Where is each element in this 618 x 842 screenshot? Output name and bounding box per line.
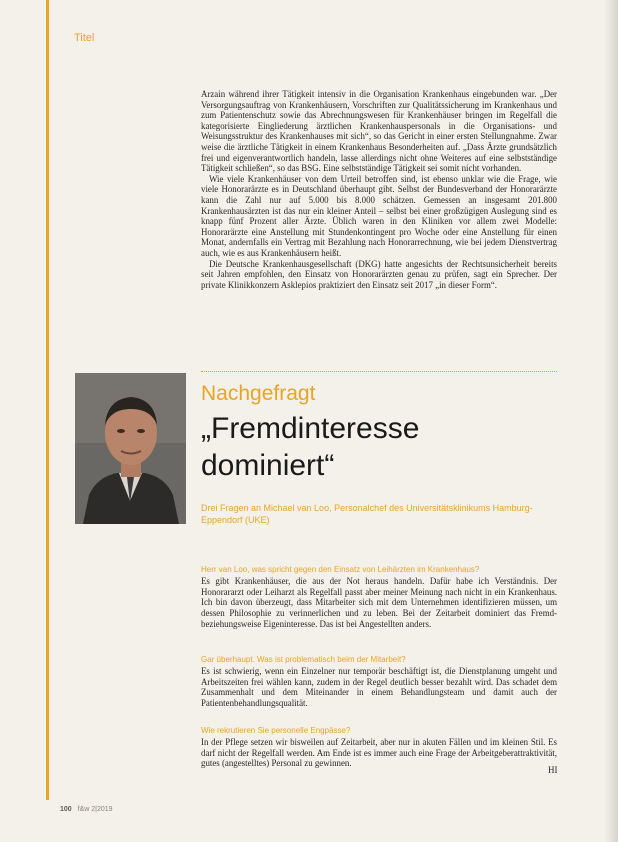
interview-question: Herr van Loo, was spricht gegen den Einsatz von Leihärzten im Krankenhaus? bbox=[201, 565, 480, 574]
page-edge-shadow bbox=[604, 0, 618, 842]
portrait-photo bbox=[75, 373, 186, 524]
interview-answer: Es ist schwierig, wenn ein Einzelner nur temporär beschäftigt ist, die Dienstplanung umgeht und Arbeitszeiten frei wählen kann, zudem in der Regel deutlich besser bezahlt wird. Das schadet dem Zusammenhalt und dem Miteinander in einem Behandlungsteam und damit auch der Patientenbehandlungsqualität. bbox=[201, 666, 557, 709]
qa-block bbox=[201, 726, 557, 769]
article-body bbox=[201, 89, 557, 290]
publication-name: f&w 2|2019 bbox=[77, 806, 113, 813]
body-paragraph: Arzain während ihrer Tätigkeit intensiv in die Organisation Krankenhaus eingebunden war. „Der Versorgungsauftrag von Krankenhäusern, Vorschriften zur Qualitätssicherung im Krankenhaus und zum Patientenschutz sowie das Abrechnungswesen für Krankenhäuser bringen im Regelfall die kategorisierte Eingliederung ärztlichen Krankenhauspersonals in die Organisations- und Weisungsstruktur des Krankenhauses mit sich“, so das Gericht in einer ersten Stellungnahme. Zwar weise die ärztliche Tätigkeit in einem Krankenhaus Besonderheiten auf. „Dass Ärzte grundsätzlich frei und eigenverantwortlich handeln, lasse allerdings nicht ohne Weiteres auf eine selbstständige Tätigkeit schließen“, so das BSG. Eine selbstständige Tätigkeit sei somit nicht vorhanden. bbox=[201, 89, 557, 174]
interview-headline: „Fremdinteresse dominiert“ bbox=[201, 412, 420, 482]
qa-block bbox=[201, 655, 557, 709]
section-divider bbox=[201, 371, 557, 372]
page-number: 100 bbox=[60, 806, 72, 813]
interview-answer: Es gibt Krankenhäuser, die aus der Not heraus handeln. Dafür habe ich Verständnis. Der Honorararzt oder Leiharzt als Regelfall passt aber meiner Meinung nach nicht in ein Krankenhaus. Ich bin davon überzeugt, dass Mitarbeiter sich mit dem Unternehmen identifizieren müssen, um dessen Philosophie zu verinnerlichen und zu leben. Bei der Zeitarbeit dominiert das Fremd- beziehungsweise Eigeninteresse. Das ist bei Angestellten anders. bbox=[201, 576, 557, 629]
body-paragraph: Wie viele Krankenhäuser von dem Urteil betroffen sind, ist ebenso unklar wie die Frage, wie viele Honorarärzte es in Deutschland überhaupt gibt. Selbst der Bundesverband der Honorarärzte kann die Zahl nur auf 5.000 bis 8.000 schätzen. Gemessen an insgesamt 201.800 Krankenhausärzten ist das nur ein kleiner Anteil – selbst bei einer großzügigen Auslegung sind es knapp fünf Prozent aller Ärzte. Üblich waren in den Kliniken vor allem zwei Modelle: Honorarärzte eine Anstellung mit Stundenkontingent pro Woche oder eine Anstellung für einen Monat, andernfalls ein Vertrag mit Bezahlung nach Honorarrechnung, wie bei jedem Dienstvertrag auch, wie es aus Krankenhäusern heißt. bbox=[201, 173, 557, 258]
interview-question: Gar überhaupt. Was ist problematisch beim der Mitarbeit? bbox=[201, 655, 406, 664]
qa-block bbox=[201, 565, 557, 630]
body-paragraph: Die Deutsche Krankenhausgesellschaft (DKG) hatte angesichts der Rechtsunsicherheit bereits seit Jahren empfohlen, den Einsatz von Honorarärzten genau zu prüfen, sagt ein Sprecher. Der private Klinikkonzern Asklepios praktiziert den Einsatz seit 2017 „in dieser Form“. bbox=[201, 258, 557, 290]
accent-rule bbox=[46, 0, 49, 800]
interview-answer: In der Pflege setzen wir bisweilen auf Zeitarbeit, aber nur in akuten Fällen und im kleinen Stil. Es darf nicht der Regelfall werden. Am Ende ist es immer auch eine Frage der Arbeitgeberattraktivität, gutes (angestelltes) Personal zu gewinnen. bbox=[201, 737, 557, 769]
interview-intro: Drei Fragen an Michael van Loo, Personalchef des Universitätsklinikums Hamburg-Eppendorf (UKE) bbox=[201, 503, 533, 525]
interview-question: Wie rekrutieren Sie personelle Engpässe? bbox=[201, 726, 351, 735]
portrait-illustration bbox=[75, 373, 186, 524]
end-mark: HI bbox=[548, 765, 558, 775]
section-label: Titel bbox=[74, 32, 95, 44]
interview-kicker: Nachgefragt bbox=[201, 382, 316, 405]
page-footer bbox=[60, 806, 113, 813]
